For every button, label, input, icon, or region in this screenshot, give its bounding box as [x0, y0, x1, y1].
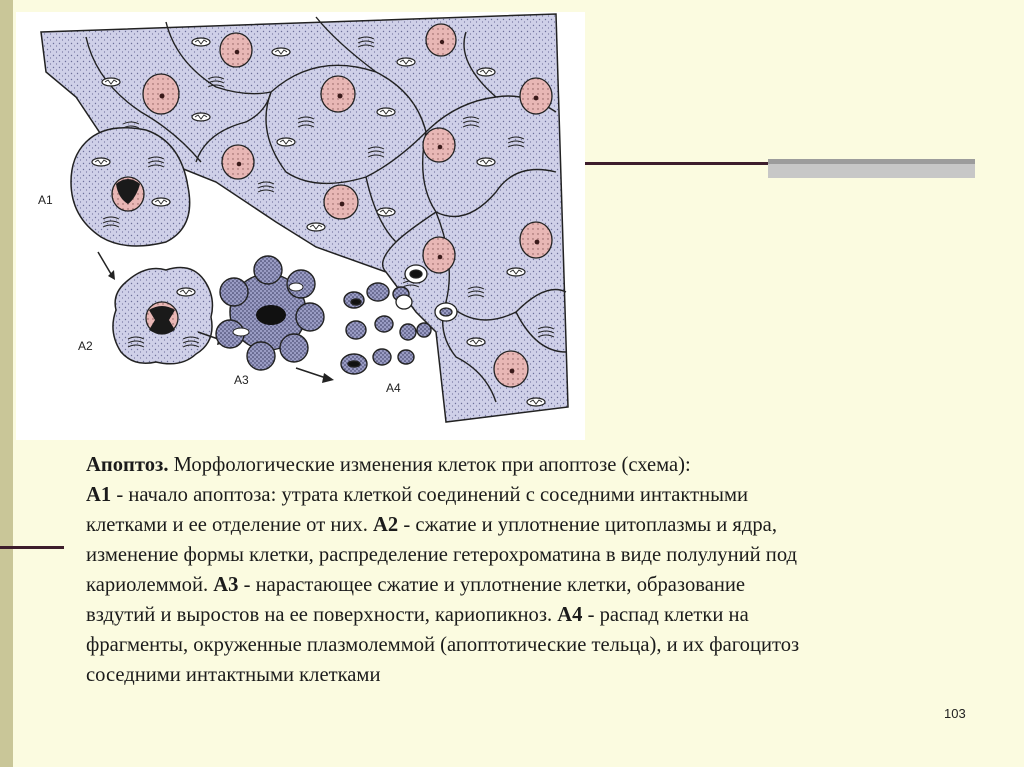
caption-line-1: Апоптоз. Морфологические изменения клеток при апоптозе (схема):	[86, 454, 691, 476]
label-a1: A1	[38, 193, 53, 207]
cell-a3	[216, 256, 324, 370]
apoptosis-diagram	[16, 12, 585, 440]
caption-line-2: А1 - начало апоптоза: утрата клеткой соединений с соседними интактными	[86, 484, 749, 506]
left-accent-line	[0, 546, 64, 549]
decorative-block	[768, 159, 975, 178]
figure-caption	[86, 450, 986, 690]
left-accent-bar	[0, 0, 13, 767]
caption-line-8: соседними интактными клетками	[86, 664, 381, 686]
label-a2: A2	[78, 339, 93, 353]
caption-title: Апоптоз.	[86, 454, 169, 476]
caption-line-7: фрагменты, окруженные плазмолеммой (апоптотические тельца), и их фагоцитоз	[86, 634, 800, 656]
caption-line-3: клетками и ее отделение от них. А2 - сжатие и уплотнение цитоплазмы и ядра,	[86, 514, 777, 536]
label-a4: A4	[386, 381, 401, 395]
caption-line-6: вздутий и выростов на ее поверхности, кариопикноз. А4 - распад клетки на	[86, 604, 749, 626]
caption-line-4: изменение формы клетки, распределение гетерохроматина в виде полулуний под	[86, 544, 797, 566]
caption-line-5: кариолеммой. А3 - нарастающее сжатие и уплотнение клетки, образование	[86, 574, 746, 596]
label-a3: A3	[234, 373, 249, 387]
page-number: 103	[944, 706, 966, 721]
apoptosis-illustration	[16, 12, 585, 440]
